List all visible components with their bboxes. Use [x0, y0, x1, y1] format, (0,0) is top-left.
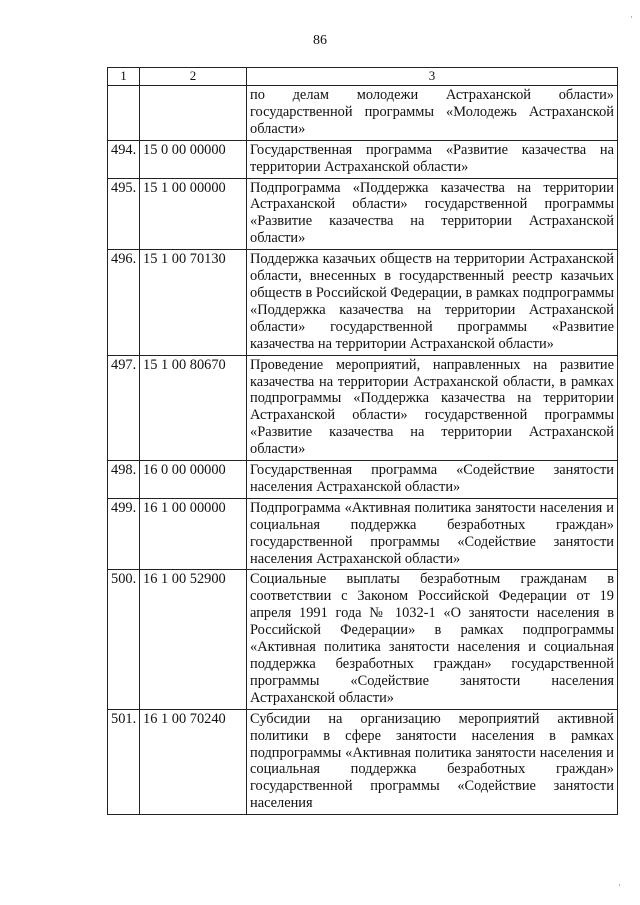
row-description: Государственная программа «Содействие занятости населения Астраханской области»: [247, 461, 618, 499]
row-description: Социальные выплаты безработным гражданам в соответствии с Законом Российской Федерации от 19 апреля 1991 года № 1032-1 «О занятости населения в Российской Федерации» в рамках подпрограммы «Активная политика занятости населения и социальная поддержка безработных граждан» государственной программы «Содействие занятости населения Астраханской области»: [247, 570, 618, 709]
row-number: 498.: [108, 461, 140, 499]
row-description: Проведение мероприятий, направленных на развитие казачества на территории Астраханской области, в рамках подпрограммы «Поддержка казачества на территории Астраханской области» государственной программы «Развитие казачества на территории Астраханской области»: [247, 355, 618, 460]
row-number: 500.: [108, 570, 140, 709]
row-number: 496.: [108, 250, 140, 355]
row-description: Государственная программа «Развитие казачества на территории Астраханской области»: [247, 140, 618, 178]
table-row: [108, 570, 618, 709]
table-row: [108, 178, 618, 250]
row-code: 16 1 00 70240: [140, 709, 247, 814]
row-code: 15 1 00 70130: [140, 250, 247, 355]
row-number: 495.: [108, 178, 140, 250]
row-number: 499.: [108, 498, 140, 570]
row-code: 15 1 00 00000: [140, 178, 247, 250]
row-description: Подпрограмма «Активная политика занятости населения и социальная поддержка безработных граждан» государственной программы «Содействие занятости населения Астраханской области»: [247, 498, 618, 570]
row-number: 497.: [108, 355, 140, 460]
table-row: [108, 140, 618, 178]
row-code: 16 1 00 52900: [140, 570, 247, 709]
document-table: [107, 67, 618, 815]
header-col-2: 2: [140, 68, 247, 86]
row-code: 15 1 00 80670: [140, 355, 247, 460]
row-number: 494.: [108, 140, 140, 178]
table-row: [108, 709, 618, 814]
table-row: [108, 461, 618, 499]
row-code: 16 0 00 00000: [140, 461, 247, 499]
scan-mark-bottom: ·: [618, 880, 621, 890]
table-row: [108, 86, 618, 141]
header-col-1: 1: [108, 68, 140, 86]
row-number: 501.: [108, 709, 140, 814]
row-description: Поддержка казачьих обществ на территории Астраханской области, внесенных в государственный реестр казачьих обществ в Российской Федерации, в рамках подпрограммы «Поддержка казачества на территории Астраханской области» государственной программы «Развитие казачества на территории Астраханской области»: [247, 250, 618, 355]
row-description: по делам молодежи Астраханской области» государственной программы «Молодежь Астраханской области»: [247, 86, 618, 141]
row-description: Субсидии на организацию мероприятий активной политики в сфере занятости населения в рамках подпрограммы «Активная политика занятости населения и социальная поддержка безработных граждан» государственной программы «Содействие занятости населения: [247, 709, 618, 814]
scan-mark-top: ·: [630, 12, 633, 22]
table-row: [108, 355, 618, 460]
page-number: 86: [313, 33, 327, 48]
row-number: [108, 86, 140, 141]
table-row: [108, 498, 618, 570]
header-col-3: 3: [247, 68, 618, 86]
row-code: 15 0 00 00000: [140, 140, 247, 178]
row-description: Подпрограмма «Поддержка казачества на территории Астраханской области» государственной программы «Развитие казачества на территории Астраханской области»: [247, 178, 618, 250]
table-header-row: [108, 68, 618, 86]
table-row: [108, 250, 618, 355]
row-code: [140, 86, 247, 141]
row-code: 16 1 00 00000: [140, 498, 247, 570]
